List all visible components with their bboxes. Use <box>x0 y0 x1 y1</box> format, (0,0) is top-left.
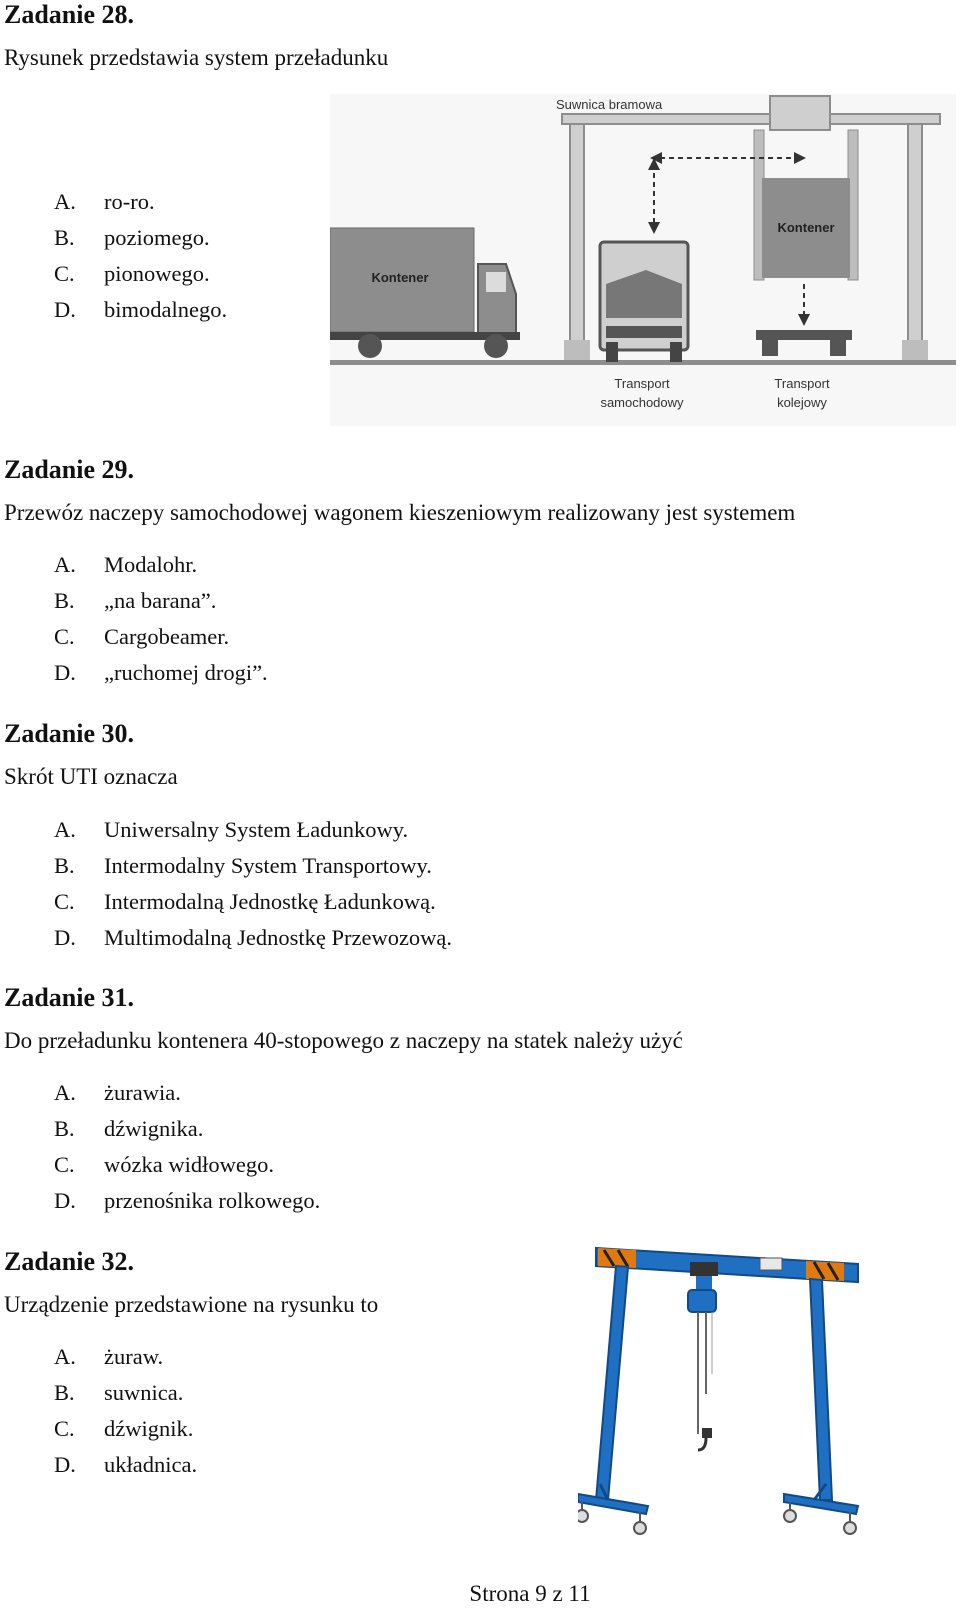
option-letter: C. <box>54 261 75 286</box>
option-letter: A. <box>54 817 76 842</box>
option-letter: D. <box>54 660 76 685</box>
option-text: suwnica. <box>104 1380 184 1405</box>
option-letter: A. <box>54 1080 76 1105</box>
option-letter: A. <box>54 552 76 577</box>
option-a[interactable] <box>54 547 268 583</box>
crane-frame <box>578 1248 858 1514</box>
option-text: wózka widłowego. <box>104 1152 274 1177</box>
rail-transport-label-1: Transport <box>774 376 830 391</box>
option-d[interactable] <box>54 1183 320 1219</box>
option-d[interactable] <box>54 655 268 691</box>
hoist <box>688 1262 718 1450</box>
task-title: Zadanie 29. <box>4 455 135 484</box>
rail-transport-label-2: kolejowy <box>777 395 827 410</box>
task-question: Rysunek przedstawia system przeładunku <box>4 45 389 70</box>
option-b[interactable] <box>54 220 227 256</box>
task-title: Zadanie 32. <box>4 1247 135 1276</box>
option-letter: C. <box>54 889 75 914</box>
option-letter: A. <box>54 189 76 214</box>
option-c[interactable] <box>54 884 452 920</box>
option-text: pionowego. <box>104 261 210 286</box>
option-b[interactable] <box>54 583 268 619</box>
option-a[interactable] <box>54 812 452 848</box>
option-letter: A. <box>54 1344 76 1369</box>
option-c[interactable] <box>54 619 268 655</box>
road-transport-label-2: samochodowy <box>600 395 684 410</box>
answer-options <box>54 1075 320 1219</box>
task-title: Zadanie 30. <box>4 719 135 748</box>
option-text: żuraw. <box>104 1344 164 1369</box>
option-c[interactable] <box>54 1147 320 1183</box>
task-title: Zadanie 31. <box>4 983 135 1012</box>
answer-options <box>54 184 227 328</box>
option-c[interactable] <box>54 256 227 292</box>
option-letter: C. <box>54 1152 75 1177</box>
option-text: Intermodalną Jednostkę Ładunkową. <box>104 889 436 914</box>
option-letter: B. <box>54 588 75 613</box>
task-question: Skrót UTI oznacza <box>4 764 178 789</box>
option-letter: B. <box>54 1380 75 1405</box>
option-b[interactable] <box>54 1111 320 1147</box>
option-text: Cargobeamer. <box>104 624 230 649</box>
option-d[interactable] <box>54 920 452 956</box>
task-question: Urządzenie przedstawione na rysunku to <box>4 1292 379 1317</box>
task-title: Zadanie 28. <box>4 0 135 29</box>
option-a[interactable] <box>54 1075 320 1111</box>
option-text: „ruchomej drogi”. <box>104 660 268 685</box>
option-text: przenośnika rolkowego. <box>104 1188 321 1213</box>
task-question: Do przeładunku kontenera 40-stopowego z naczepy na statek należy użyć <box>4 1028 683 1053</box>
option-text: „na barana”. <box>104 588 217 613</box>
option-a[interactable] <box>54 184 227 220</box>
answer-options <box>54 1339 197 1483</box>
gantry-label: Suwnica bramowa <box>556 97 663 112</box>
page-footer: Strona 9 z 11 <box>469 1581 591 1606</box>
option-text: ro-ro. <box>104 189 155 214</box>
option-a[interactable] <box>54 1339 197 1375</box>
ground-line <box>330 360 956 365</box>
option-letter: D. <box>54 1452 76 1477</box>
answer-options <box>54 812 452 956</box>
hoist-container-label: Kontener <box>777 220 835 235</box>
option-text: Modalohr. <box>104 552 198 577</box>
option-letter: D. <box>54 297 76 322</box>
option-b[interactable] <box>54 1375 197 1411</box>
option-text: poziomego. <box>104 225 210 250</box>
task-question: Przewóz naczepy samochodowej wagonem kieszeniowym realizowany jest systemem <box>4 500 796 525</box>
option-letter: D. <box>54 1188 76 1213</box>
gantry-crane-photo <box>578 1244 884 1564</box>
road-transport-label-1: Transport <box>614 376 670 391</box>
option-text: Multimodalną Jednostkę Przewozową. <box>104 925 453 950</box>
option-letter: D. <box>54 925 76 950</box>
truck-front <box>600 242 688 362</box>
option-letter: C. <box>54 624 75 649</box>
option-b[interactable] <box>54 848 452 884</box>
option-text: układnica. <box>104 1452 198 1477</box>
option-text: żurawia. <box>104 1080 181 1105</box>
option-text: bimodalnego. <box>104 297 228 322</box>
option-letter: C. <box>54 1416 75 1441</box>
answer-options <box>54 547 268 691</box>
option-letter: B. <box>54 225 75 250</box>
option-text: Intermodalny System Transportowy. <box>104 853 432 878</box>
option-letter: B. <box>54 1116 75 1141</box>
option-text: Uniwersalny System Ładunkowy. <box>104 817 409 842</box>
option-text: dźwignik. <box>104 1416 194 1441</box>
option-d[interactable] <box>54 292 227 328</box>
option-c[interactable] <box>54 1411 197 1447</box>
option-d[interactable] <box>54 1447 197 1483</box>
truck-container-label: Kontener <box>371 270 429 285</box>
option-text: dźwignika. <box>104 1116 204 1141</box>
transshipment-diagram <box>330 94 956 426</box>
option-letter: B. <box>54 853 75 878</box>
